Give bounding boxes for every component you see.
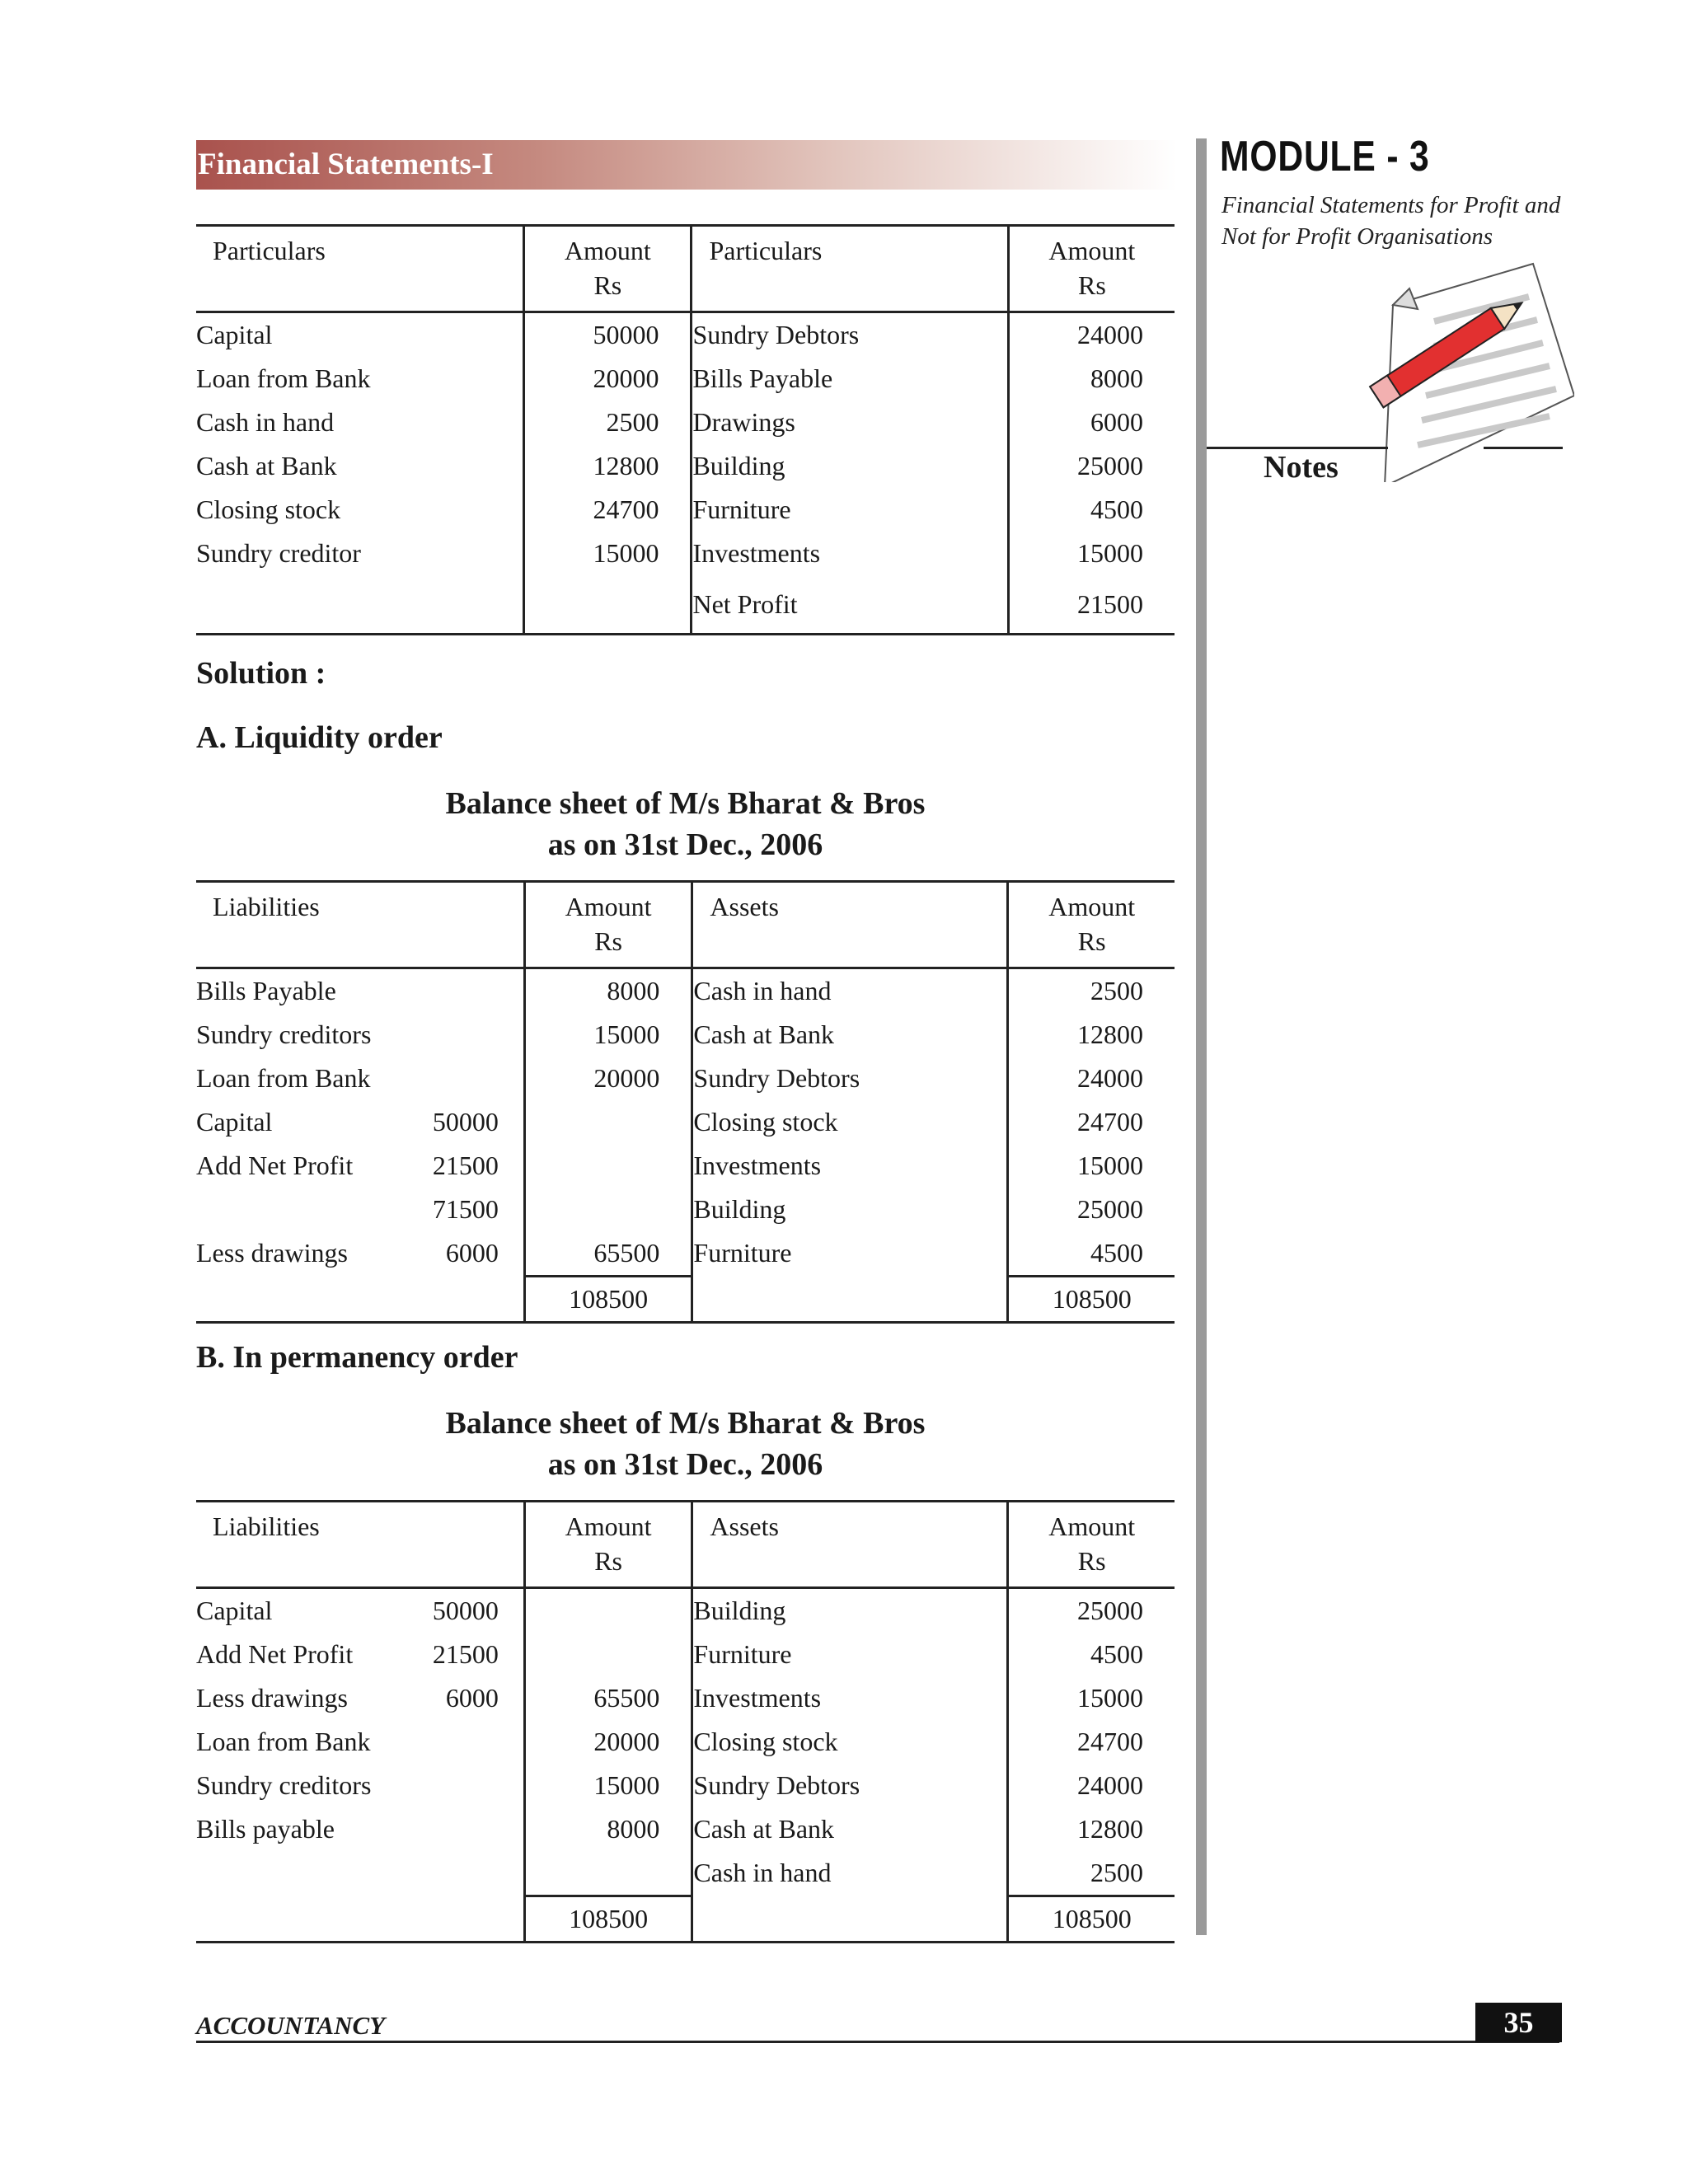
total-liabilities: 108500 [524,1277,692,1323]
notes-rule-right [1484,447,1563,449]
module-title: MODULE - 3 [1220,133,1430,180]
table-row: Cash at Bank 12800 Building 25000 [196,444,1175,488]
col-header: Amount Rs [1048,892,1136,956]
trial-balance-table [196,224,1175,635]
footer-subject: ACCOUNTANCY [196,2011,386,2040]
table-row: Cash in hand 2500 [196,1851,1175,1896]
table-row: Less drawings 6000 65500 Furniture 4500 [196,1231,1175,1277]
table-row: Cash in hand 2500 Drawings 6000 [196,401,1175,444]
module-subtitle: Financial Statements for Profit and Not for Profit Organisations [1221,192,1561,250]
part-a-heading: A. Liquidity order [196,720,443,755]
notes-label: Notes [1264,450,1339,485]
table-row: Loan from Bank 20000 Sundry Debtors 24000 [196,1057,1175,1100]
table-header-row [196,1502,1175,1588]
balance-sheet-title: Balance sheet of M/s Bharat & Bros as on 31st Dec., 2006 [445,1406,926,1482]
table-row: Capital 50000 Closing stock 24700 [196,1100,1175,1144]
col-header: Amount Rs [565,892,652,956]
col-header: Particulars [213,236,326,265]
col-header: Amount Rs [564,236,651,300]
balance-sheet-title: Balance sheet of M/s Bharat & Bros as on 31st Dec., 2006 [445,786,926,862]
table-row: Loan from Bank 20000 Bills Payable 8000 [196,357,1175,401]
col-header: Assets [710,1511,779,1541]
col-header: Liabilities [213,892,320,921]
table-row: Bills payable 8000 Cash at Bank 12800 [196,1807,1175,1851]
col-header: Amount Rs [1048,236,1136,300]
table-header-row [196,882,1175,968]
col-header: Particulars [709,236,823,265]
table-row: Add Net Profit 21500 Furniture 4500 [196,1633,1175,1676]
part-b-heading: B. In permanency order [196,1340,518,1375]
totals-row [196,1277,1175,1323]
table-row: Sundry creditor 15000 Investments 15000 [196,532,1175,575]
balance-sheet-liquidity-table [196,880,1175,1324]
table-header-row [196,226,1175,312]
total-assets: 108500 [1008,1896,1175,1943]
table-row: Net Profit 21500 [196,575,1175,635]
table-row: Loan from Bank 20000 Closing stock 24700 [196,1720,1175,1764]
footer-rule [196,2041,1559,2043]
table-row: Capital 50000 Building 25000 [196,1588,1175,1633]
total-assets: 108500 [1008,1277,1175,1323]
col-header: Assets [710,892,779,921]
sidebar-divider [1196,138,1207,1935]
col-header: Liabilities [213,1511,320,1541]
table-row: Sundry creditors 15000 Cash at Bank 12800 [196,1013,1175,1057]
page-number: 35 [1475,2003,1562,2042]
section-header-band [196,140,1177,190]
table-row: Less drawings 6000 65500 Investments 15000 [196,1676,1175,1720]
table-row: Sundry creditors 15000 Sundry Debtors 24000 [196,1764,1175,1807]
totals-row [196,1896,1175,1943]
col-header: Amount Rs [1048,1511,1136,1576]
table-row: Bills Payable 8000 Cash in hand 2500 [196,968,1175,1014]
section-title: Financial Statements-I [198,148,494,181]
table-row: 71500 Building 25000 [196,1188,1175,1231]
total-liabilities: 108500 [524,1896,692,1943]
table-row: Capital 50000 Sundry Debtors 24000 [196,312,1175,358]
balance-sheet-permanency-table [196,1500,1175,1943]
solution-heading: Solution : [196,656,326,691]
table-row: Closing stock 24700 Furniture 4500 [196,488,1175,532]
table-row: Add Net Profit 21500 Investments 15000 [196,1144,1175,1188]
col-header: Amount Rs [565,1511,652,1576]
